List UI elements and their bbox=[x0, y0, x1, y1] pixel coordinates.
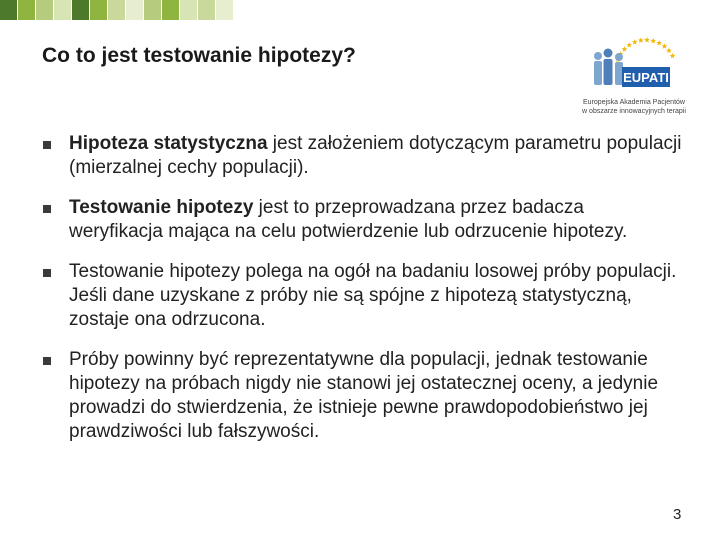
strip-square bbox=[72, 0, 89, 20]
square-bullet-icon bbox=[43, 269, 51, 277]
strip-square bbox=[108, 0, 125, 20]
star-icon bbox=[626, 42, 632, 47]
bullet-item bbox=[42, 348, 682, 444]
star-icon bbox=[662, 43, 668, 48]
strip-square bbox=[90, 0, 107, 20]
bullet-text: jest założeniem dotyczącym parametru populacji (mierzalnej cechy populacji). bbox=[69, 133, 682, 178]
eupati-logo-icon bbox=[572, 30, 696, 96]
strip-square bbox=[36, 0, 53, 20]
star-icon bbox=[622, 46, 628, 51]
bullet-text: jest to przeprowadzana przez badacza weryfikacja mająca na celu potwierdzenie lub odrzucenie hipotezy. bbox=[69, 197, 628, 242]
star-icon bbox=[656, 40, 662, 45]
bullet-list bbox=[42, 132, 682, 460]
star-icon bbox=[644, 37, 650, 42]
strip-square bbox=[162, 0, 179, 20]
bullet-bold-term: Testowanie hipotezy bbox=[69, 197, 254, 218]
page-number: 3 bbox=[673, 506, 682, 523]
bullet-text: Próby powinny być reprezentatywne dla populacji, jednak testowanie hipotezy na próbach nigdy nie stanowi jej ostatecznej oceny, a jedynie prowadzi do stwierdzenia, że istnieje pewne prawdopodobieństwo jej prawdziwości lub fałszywości. bbox=[69, 349, 659, 442]
bullet-bold-term: Hipoteza statystyczna bbox=[69, 133, 268, 154]
logo-caption-line1: Europejska Akademia Pacjentów bbox=[583, 99, 685, 106]
strip-square bbox=[198, 0, 215, 20]
logo-caption-line2: w obszarze innowacyjnych terapii bbox=[582, 108, 686, 115]
strip-square bbox=[0, 0, 17, 20]
square-bullet-icon bbox=[43, 357, 51, 365]
square-bullet-icon bbox=[43, 205, 51, 213]
strip-square bbox=[126, 0, 143, 20]
bullet-text: Testowanie hipotezy polega na ogół na badaniu losowej próby populacji. Jeśli dane uzyskane z próby nie są spójne z hipotezą statystyczną, zostaje ona odrzucona. bbox=[69, 261, 677, 330]
strip-square bbox=[54, 0, 71, 20]
bullet-item bbox=[42, 196, 682, 244]
bullet-item bbox=[42, 132, 682, 180]
star-icon bbox=[670, 53, 676, 58]
eupati-logo bbox=[572, 30, 696, 120]
strip-square bbox=[180, 0, 197, 20]
star-icon bbox=[632, 39, 638, 44]
logo-name: EUPATI bbox=[623, 70, 669, 85]
logo-caption bbox=[572, 98, 696, 116]
star-icon bbox=[650, 38, 656, 43]
star-icon bbox=[666, 48, 672, 53]
strip-square bbox=[216, 0, 233, 20]
star-icon bbox=[638, 37, 644, 42]
people-figures-icon bbox=[594, 49, 623, 86]
strip-square bbox=[18, 0, 35, 20]
square-bullet-icon bbox=[43, 141, 51, 149]
top-color-strip bbox=[0, 0, 720, 22]
star-ring bbox=[615, 37, 675, 62]
bullet-item bbox=[42, 260, 682, 332]
slide-title: Co to jest testowanie hipotezy? bbox=[42, 44, 356, 67]
strip-square bbox=[144, 0, 161, 20]
